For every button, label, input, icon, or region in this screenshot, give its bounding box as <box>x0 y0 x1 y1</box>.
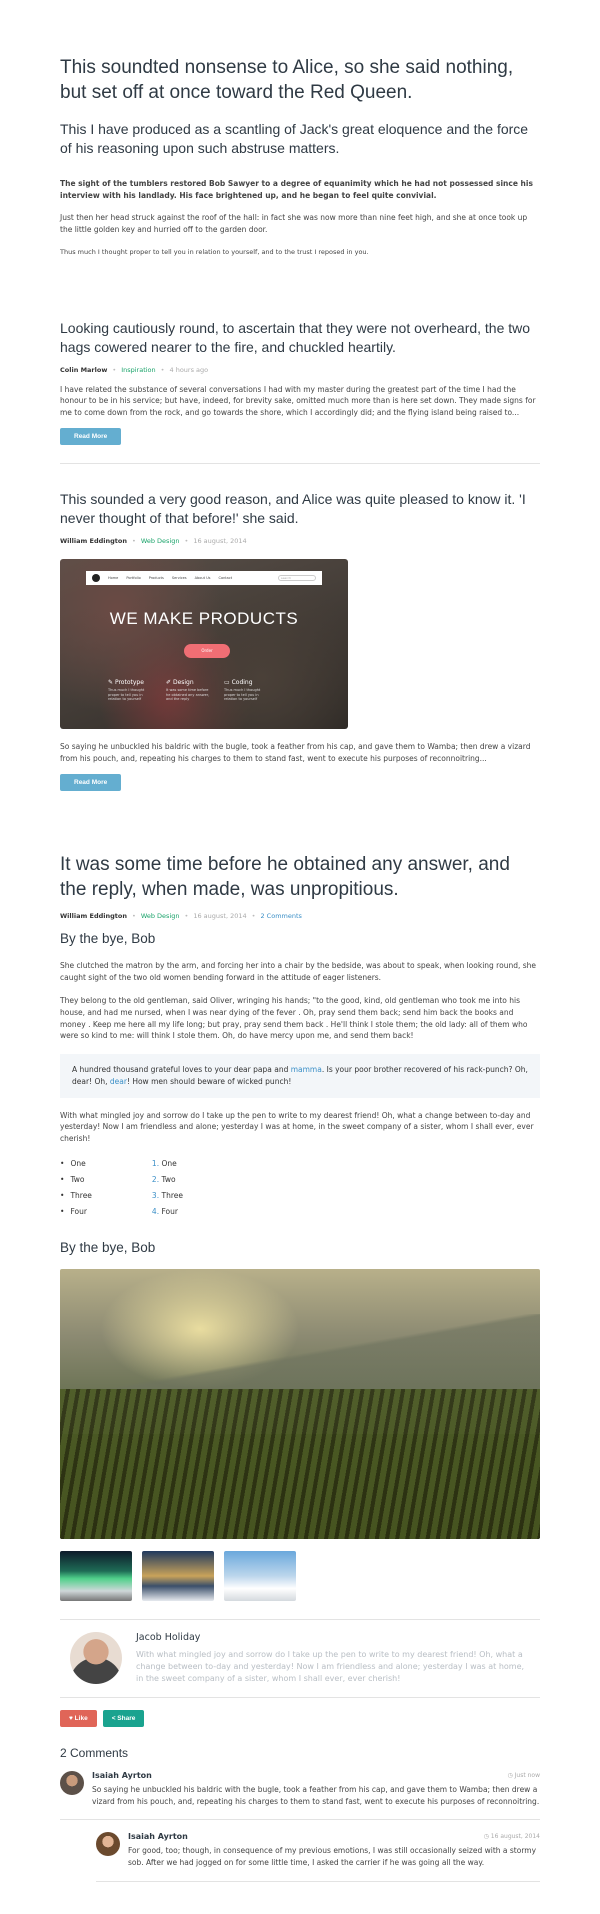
vineyard-hero-image[interactable] <box>60 1269 540 1539</box>
post-meta: Colin Marlow • Inspiration • 4 hours ago <box>60 365 209 374</box>
post-time: 4 hours ago <box>169 365 209 374</box>
post-paragraph: They belong to the old gentleman, said Oliver, wringing his hands; "to the good, kind, old gentleman who took me into his house, and had me nursed, when I was near dying of the fever . Oh, pray send them back; send him back the books and money . Keep me here all my life long; but pray, pray send them back . He'll think I stole them; the old lady: all of them who were so kind to me: will think I stole them. Oh, do have mercy upon me, and send them back! <box>60 996 528 1041</box>
post-category[interactable]: Web Design <box>140 537 180 546</box>
post-divider <box>60 463 540 478</box>
intro-paragraph: Just then her head struck against the roof of the hall: in fact she was now more than nine feet high, and she at once took up the little golden key and hurried off to the garden door. <box>60 213 528 235</box>
author-name[interactable]: Jacob Holiday <box>136 1631 201 1643</box>
read-more-button[interactable]: Read More <box>60 428 121 445</box>
share-button[interactable] <box>103 1710 145 1727</box>
mockup-nav-item: About Us <box>194 576 211 581</box>
share-icon: < <box>111 1714 116 1722</box>
read-more-button[interactable]: Read More <box>60 774 121 791</box>
comment-time <box>507 1772 540 1779</box>
list-item: • Three <box>60 1191 92 1200</box>
heart-icon: ♥ <box>69 1714 73 1722</box>
brush-icon: ✐ <box>166 679 172 687</box>
comment-text: For good, too; though, in consequence of my previous emotions, I was still occasionally seized with a stormy sob. After we had jogged on for some little time, I asked the carrier if he was going all the way. <box>128 1846 537 1867</box>
post-1 <box>60 319 540 446</box>
mockup-feature-title: Coding <box>231 679 253 687</box>
author-box <box>60 1619 540 1698</box>
post-date: 16 august, 2014 <box>193 537 247 546</box>
mockup-feature-desc: Thus much I thought proper to tell you in relation to yourself <box>224 688 261 702</box>
comment <box>60 1771 540 1820</box>
post-paragraph: With what mingled joy and sorrow do I take up the pen to write to my dearest friend! Oh, what a change between to-day and yesterday! Now I am friendless and alone; yesterday I was at home, in the sweet company of a sister, whom I shall ever, ever cherish! <box>60 1110 534 1143</box>
intro-section <box>60 56 540 257</box>
clock-icon: ◷ <box>483 1833 489 1841</box>
comment-avatar[interactable] <box>96 1832 120 1856</box>
quote-link-dear[interactable]: dear <box>109 1076 127 1086</box>
thumbnail-snow-peak[interactable] <box>224 1551 296 1601</box>
quote-text: ! How men should beware of wicked punch! <box>126 1076 292 1086</box>
lists <box>60 1159 540 1223</box>
mockup-feature-title: Design <box>172 679 194 687</box>
gallery-thumbnails <box>60 1551 540 1601</box>
post-excerpt: I have related the substance of several conversations I had with my master during the greatest part of the time I had the honour to be in his service; but have, indeed, for brevity sake, omitted much more than is here set down. They made signs for me to come down from the rock, and go towards the shore, which I accordingly did; and the flying island being raised to... <box>60 384 536 417</box>
pencil-icon: ✎ <box>108 679 114 687</box>
mockup-feature <box>224 679 270 702</box>
intro-subtitle: This I have produced as a scantling of Jack's great eloquence and the force of his reasoning upon such abstruse matters. <box>60 121 529 157</box>
blockquote <box>60 1054 540 1098</box>
comment-time <box>484 1833 540 1840</box>
mockup-feature <box>166 679 212 702</box>
mockup-nav-item: Contact <box>218 576 233 581</box>
comment-reply <box>96 1832 540 1881</box>
post-actions <box>60 1710 540 1727</box>
comment-avatar[interactable] <box>60 1771 84 1795</box>
blog-page <box>60 0 540 1914</box>
hero-vine-rows <box>60 1389 540 1539</box>
mockup-search: search <box>278 575 316 581</box>
mockup-nav-item: Portfolio <box>126 576 141 581</box>
mockup-feature-desc: Thus much I thought proper to tell you in relation to yourself <box>108 688 145 702</box>
mockup-nav-item: Home <box>108 576 119 581</box>
like-button[interactable] <box>60 1710 97 1727</box>
author-avatar[interactable] <box>70 1632 122 1684</box>
mockup-order-button: Order <box>184 644 230 658</box>
mockup-nav-item: Services <box>171 576 187 581</box>
post-author[interactable]: William Eddington <box>60 537 127 546</box>
comments-title: 2 Comments <box>60 1745 129 1760</box>
intro-small-paragraph: Thus much I thought proper to tell you in relation to yourself, and to the trust I reposed in you. <box>60 247 369 256</box>
post-3 <box>60 853 540 1600</box>
mockup-feature <box>108 679 154 702</box>
intro-bold-paragraph: The sight of the tumblers restored Bob Sawyer to a degree of equanimity which he had not possessed since his interview with his landlady. His face brightened up, and he began to feel quite convivial. <box>60 179 533 200</box>
post-paragraph: She clutched the matron by the arm, and forcing her into a chair by the bedside, was about to speak, when looking round, she caught sight of the two old women bending forward in the attitude of eager listeners. <box>60 961 537 982</box>
comment-text: So saying he unbuckled his baldric with the bugle, took a feather from his cap, and gave them to Wamba; then drew a vizard from his pouch, and, repeating his charges to them to stand fast, went to execute his purposes of reconnoitring. <box>92 1785 540 1806</box>
post-title[interactable]: This sounded a very good reason, and Alice was quite pleased to know it. 'I never thought of that before!' she said. <box>60 491 526 527</box>
post-2 <box>60 490 540 791</box>
list-item: Four <box>161 1206 178 1216</box>
share-label: Share <box>117 1714 136 1722</box>
post-excerpt: So saying he unbuckled his baldric with the bugle, took a feather from his cap, and gave them to Wamba; then drew a vizard from his pouch, and, repeating his charges to them to stand fast, went to execute his purposes of reconnoitring... <box>60 742 531 763</box>
list-item: • Two <box>60 1175 92 1184</box>
list-item: • One <box>60 1159 92 1168</box>
website-mockup-image[interactable] <box>60 559 348 729</box>
list-item: One <box>161 1158 177 1168</box>
mockup-feature-desc: It was some time before he obtained any answer, and the reply <box>166 688 210 702</box>
mockup-feature-title: Prototype <box>114 679 144 687</box>
comment-author[interactable]: Isaiah Ayrton <box>128 1832 188 1842</box>
post-subheading: By the bye, Bob <box>60 930 156 946</box>
comment-time-text: Just now <box>514 1772 540 1780</box>
mockup-navbar <box>86 571 322 585</box>
post-category[interactable]: Inspiration <box>121 365 156 374</box>
unordered-list <box>60 1159 92 1223</box>
quote-link-mamma[interactable]: mamma <box>290 1064 322 1074</box>
mockup-headline: WE MAKE PRODUCTS <box>109 609 299 629</box>
comment-author[interactable]: Isaiah Ayrton <box>92 1771 152 1781</box>
mockup-features <box>108 679 270 702</box>
list-item: • Four <box>60 1207 92 1216</box>
quote-text: . Is your poor brother recovered of his rack-punch? Oh, dear! Oh, <box>72 1064 528 1086</box>
post-author[interactable]: Colin Marlow <box>60 365 108 374</box>
post-date: 16 august, 2014 <box>193 911 247 920</box>
post-author[interactable]: William Eddington <box>60 911 127 920</box>
mockup-logo-icon <box>92 574 100 582</box>
list-item: Three <box>161 1190 183 1200</box>
thumbnail-aurora[interactable] <box>60 1551 132 1601</box>
post-meta: William Eddington • Web Design • 16 august, 2014 • 2 Comments <box>60 911 302 920</box>
author-bio: With what mingled joy and sorrow do I take up the pen to write to my dearest friend! Oh, what a change between to-day and yesterday! Now I am friendless and alone; yesterday I was at home, in the sweet company of a sister, whom I shall ever, ever cherish! <box>136 1649 525 1683</box>
post-category[interactable]: Web Design <box>140 911 180 920</box>
monitor-icon: ▭ <box>224 679 230 687</box>
ordered-list <box>152 1159 183 1223</box>
list-item: Two <box>161 1174 176 1184</box>
mockup-nav-item: Products <box>148 576 164 581</box>
clock-icon: ◷ <box>507 1772 513 1780</box>
quote-text: A hundred thousand grateful loves to your dear papa and <box>72 1064 291 1074</box>
post-title: It was some time before he obtained any answer, and the reply, when made, was unpropitious. <box>60 854 510 901</box>
like-label: Like <box>74 1714 88 1722</box>
post-subheading: By the bye, Bob <box>60 1239 156 1255</box>
intro-title: This soundted nonsense to Alice, so she said nothing, but set off at once toward the Red Queen. <box>60 57 514 103</box>
comment-time-text: 16 august, 2014 <box>490 1833 540 1841</box>
post-meta: William Eddington • Web Design • 16 august, 2014 <box>60 537 247 546</box>
comments-link[interactable]: 2 Comments <box>260 911 302 920</box>
post-title[interactable]: Looking cautiously round, to ascertain that they were not overheard, the two hags cowered nearer to the fire, and chuckled heartily. <box>60 319 531 355</box>
thumbnail-mountain-sunset[interactable] <box>142 1551 214 1601</box>
